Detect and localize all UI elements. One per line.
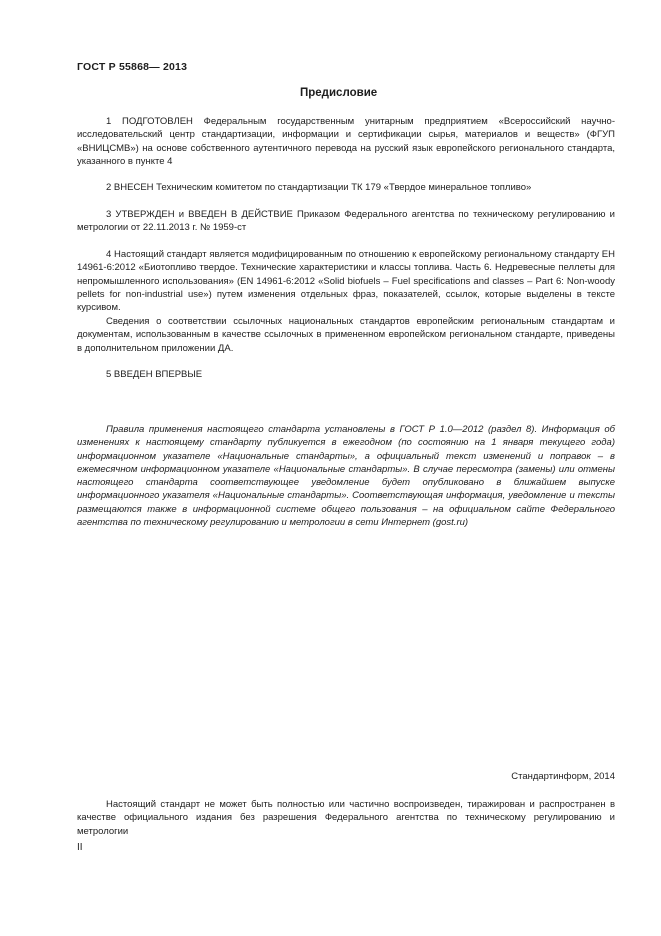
foreword-item-4-references: Сведения о соответствии ссылочных национальных стандартов европейским региональным стандартам и документам, использованным в качестве ссылочных в примененном европейском региональном стандарте, приведены в дополнительном приложении ДА. bbox=[77, 316, 615, 354]
foreword-item-1: 1 ПОДГОТОВЛЕН Федеральным государственным унитарным предприятием «Всероссийский научно-исследовательский центр стандартизации, информации и сертификации сырья, материалов и веществ» (ФГУП «ВНИЦСМВ») на основе собственного аутентичного перевода на русский язык европейского регионального стандарта, указанного в пункте 4 bbox=[77, 116, 615, 167]
foreword-item-5: 5 ВВЕДЕН ВПЕРВЫЕ bbox=[106, 369, 203, 380]
foreword-item-3: 3 УТВЕРЖДЕН и ВВЕДЕН В ДЕЙСТВИЕ Приказом Федерального агентства по техническому регулированию и метрологии от 22.11.2013 г. № 1959-ст bbox=[77, 209, 615, 234]
foreword-item-2: 2 ВНЕСЕН Техническим комитетом по стандартизации ТК 179 «Твердое минеральное топливо» bbox=[106, 182, 532, 193]
foreword-item-4: 4 Настоящий стандарт является модифицированным по отношению к европейскому региональному стандарту ЕН 14961-6:2012 «Биотопливо твердое. Технические характеристики и классы топлива. Часть 6. Недревесные пеллеты для непромышленного использования» (EN 14961-6:2012 «Solid biofuels – Fuel specifications and classes – Part 6: Non-woody pellets for non-industrial use») путем изменения отдельных фраз, показателей, ссылок, которые выделены в тексте курсивом. bbox=[77, 249, 615, 314]
page-title: Предисловие bbox=[300, 87, 378, 99]
page-number: II bbox=[77, 842, 83, 853]
standard-code: ГОСТ Р 55868— 2013 bbox=[77, 61, 188, 73]
copyright-notice: Настоящий стандарт не может быть полностью или частично воспроизведен, тиражирован и распространен в качестве официального издания без разрешения Федерального агентства по техническому регулированию и метрологии bbox=[77, 799, 615, 837]
rules-note: Правила применения настоящего стандарта установлены в ГОСТ Р 1.0—2012 (раздел 8). Информация об изменениях к настоящему стандарту публикуется в ежегодном (по состоянию на 1 января текущего года) информационном указателе «Национальные стандарты», а официальный текст изменений и поправок – в ежемесячном информационном указателе «Национальные стандарты». В случае пересмотра (замены) или отмены настоящего стандарта соответствующее уведомление будет опубликовано в ближайшем выпуске информационного указателя «Национальные стандарты». Соответствующая информация, уведомление и тексты размещаются также в информационной системе общего пользования – на официальном сайте Федерального агентства по техническому регулированию и метрологии в сети Интернет (gost.ru) bbox=[77, 424, 615, 529]
publisher-line: Стандартинформ, 2014 bbox=[511, 771, 615, 782]
